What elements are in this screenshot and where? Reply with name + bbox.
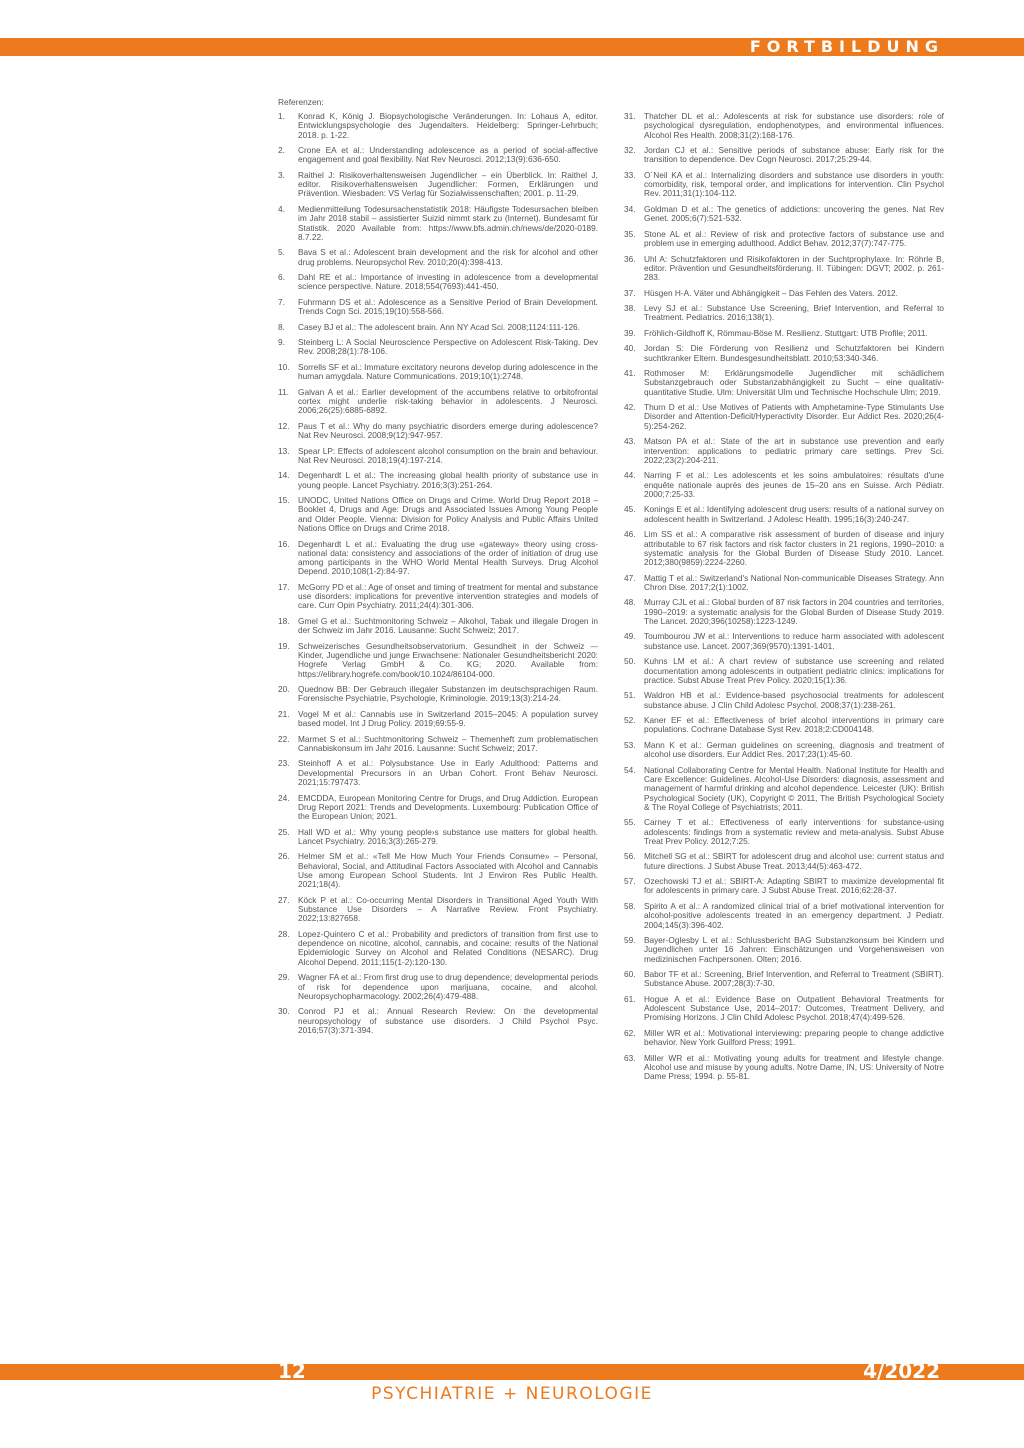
reference-number: 62. xyxy=(624,1027,636,1038)
reference-number: 31. xyxy=(624,111,636,121)
reference-item xyxy=(624,995,944,1023)
reference-text: Lim SS et al.: A comparative risk assessment of burden of disease and injury attributable to 67 risk factors and risk factor clusters in 21 regions, 1990–2010: a systematic analysis for the Global Burden of Disease Study 2010. Lancet. 2012;380(9859):2224-2260. xyxy=(644,529,944,568)
reference-number: 54. xyxy=(624,764,636,775)
reference-number: 33. xyxy=(624,169,636,180)
reference-item xyxy=(278,642,598,679)
reference-text: Thurn D et al.: Use Motives of Patients with Amphetamine-Type Stimulants Use Disorder and Attention-Deficit/Hyperactivity Disorder. Eur Addict Res. 2020;26(4-5):254-262. xyxy=(644,402,944,431)
reference-number: 59. xyxy=(624,935,636,946)
reference-item xyxy=(624,766,944,812)
reference-number: 24. xyxy=(278,792,290,803)
reference-item xyxy=(624,852,944,871)
reference-item xyxy=(278,930,598,967)
reference-text: Schweizerisches Gesundheitsobservatorium. Gesundheit in der Schweiz –- Kinder, Jugendliche und junge Erwachsene: Nationaler Gesundheitsbericht 2020: Hogrefe Verlag GmbH & Co. KG; 2020. Available from: https://elibrary.hogrefe.com/book/10.1024/86104-000. xyxy=(298,640,598,679)
reference-number: 45. xyxy=(624,504,636,515)
reference-item xyxy=(624,574,944,593)
reference-text: Degenhardt L et al.: The increasing global health priority of substance use in young people. Lancet Psychiatry. 2016;3(3):251-264. xyxy=(298,470,598,490)
reference-number: 35. xyxy=(624,228,636,239)
reference-item xyxy=(624,403,944,431)
reference-item xyxy=(278,205,598,242)
reference-item xyxy=(624,146,944,165)
reference-text: Vogel M et al.: Cannabis use in Switzerland 2015–2045: A population survey based model. Int J Drug Policy. 2019;69:55-9. xyxy=(298,708,598,729)
reference-text: Bava S et al.: Adolescent brain development and the risk for alcohol and other drug problems. Neuropsychol Rev. 2010;20(4):398-413. xyxy=(298,247,598,267)
reference-item xyxy=(624,632,944,651)
reference-text: Dahl RE et al.: Importance of investing in adolescence from a developmental science perspective. Nature. 2018;554(7693):441-450. xyxy=(298,272,598,292)
reference-number: 41. xyxy=(624,368,636,379)
journal-title: PSYCHIATRIE + NEUROLOGIE xyxy=(371,1384,653,1404)
reference-text: Casey BJ et al.: The adolescent brain. Ann NY Acad Sci. 2008;1124:111-126. xyxy=(298,321,580,332)
reference-text: Spirito A et al.: A randomized clinical trial of a brief motivational intervention for alcohol-positive adolescents treated in an emergency department. J Pediatr. 2004;145(3):396-402. xyxy=(644,900,944,930)
reference-number: 50. xyxy=(624,656,636,667)
reference-number: 8. xyxy=(278,321,285,332)
reference-number: 23. xyxy=(278,758,290,769)
reference-item xyxy=(624,304,944,323)
reference-text: Mattig T et al.: Switzerland's National Non-communicable Diseases Strategy. Ann Chron Dise. 2017;2(1):1002. xyxy=(644,572,944,592)
reference-number: 53. xyxy=(624,739,636,750)
reference-text: Toumbourou JW et al.: Interventions to reduce harm associated with adolescent substance use. Lancet. 2007;369(9570):1391-1401. xyxy=(644,631,944,651)
reference-number: 28. xyxy=(278,928,290,939)
reference-number: 2. xyxy=(278,145,285,156)
reference-text: Uhl A: Schutzfaktoren und Risikofaktoren in der Suchtprophylaxe. In: Röhrle B, editor. Prävention und Gesundheitsförderung. II. Tübingen: DGVT; 2002. p. 261-283. xyxy=(644,253,944,283)
reference-number: 32. xyxy=(624,145,636,156)
reference-item xyxy=(278,496,598,533)
reference-item xyxy=(278,422,598,441)
reference-number: 58. xyxy=(624,900,636,911)
reference-text: Gmel G et al.: Suchtmonitoring Schweiz – Alkohol, Tabak und illegale Drogen in der Schweiz im Jahr 2016. Lausanne: Sucht Schweiz; 2017. xyxy=(298,615,598,636)
reference-item xyxy=(624,505,944,524)
reference-text: Waldron HB et al.: Evidence-based psychosocial treatments for adolescent substance abuse. J Clin Child Adolesc Psychol. 2008;37(1):238-261. xyxy=(644,690,944,710)
reference-item xyxy=(278,1007,598,1035)
reference-item xyxy=(624,936,944,964)
reference-item xyxy=(624,657,944,685)
reference-text: Paus T et al.: Why do many psychiatric disorders emerge during adolescence? Nat Rev Neurosci. 2008;9(12):947-957. xyxy=(298,420,598,441)
reference-text: Babor TF et al.: Screening, Brief Intervention, and Referral to Treatment (SBIRT). Substance Abuse. 2007;28(3):7-30. xyxy=(644,969,944,989)
reference-item xyxy=(278,540,598,577)
reference-number: 5. xyxy=(278,247,285,258)
reference-item xyxy=(278,388,598,416)
reference-item xyxy=(278,273,598,292)
reference-item xyxy=(278,323,598,332)
reference-number: 37. xyxy=(624,287,636,298)
reference-item xyxy=(624,530,944,567)
references-column-left xyxy=(278,112,598,1041)
reference-item xyxy=(278,248,598,267)
reference-number: 60. xyxy=(624,969,636,980)
reference-text: Konings E et al.: Identifying adolescent drug users: results of a national survey on adolescent health in Switzerland. J Adolesc Health. 1995;16(3):240-247. xyxy=(644,504,944,524)
reference-number: 55. xyxy=(624,817,636,828)
reference-item xyxy=(624,171,944,199)
reference-item xyxy=(624,289,944,298)
reference-item xyxy=(278,685,598,704)
reference-text: Medienmitteilung Todesursachenstatistik 2018: Häufigste Todesursachen bleiben im Jahr 2018 stabil – assistierter Suizid nimmt stark zu (Internet). Bundesamt für Statistik. 2020 Available from: https://www.bfs.admin.ch/news/de/2020-0189. 8.7.22. xyxy=(298,203,598,242)
reference-text: Fuhrmann DS et al.: Adolescence as a Sensitive Period of Brain Development. Trends Cogn Sci. 2015;19(10):558-566. xyxy=(298,296,598,317)
reference-text: Köck P et al.: Co-occurring Mental Disorders in Transitional Aged Youth With Substance Use Disorders – A Narrative Review. Front Psychiatry. 2022;13:827658. xyxy=(298,894,598,924)
reference-item xyxy=(624,741,944,760)
reference-text: Jordan CJ et al.: Sensitive periods of substance abuse: Early risk for the transition to dependence. Dev Cogn Neurosci. 2017;25:29-44. xyxy=(644,145,944,165)
reference-text: UNODC, United Nations Office on Drugs and Crime. World Drug Report 2018 – Booklet 4, Drugs and Age: Drugs and Associated Issues Among Young People and Older People. Vienna: Division for Policy Analysis and Public Affairs United Nations Office on Drugs and Crime 2018. xyxy=(298,495,598,534)
reference-text: Thatcher DL et al.: Adolescents at risk for substance use disorders: role of psychological dysregulation, endophenotypes, and environmental influences. Alcohol Res Health. 2008;31(2):168-176. xyxy=(644,111,944,140)
reference-item xyxy=(278,828,598,847)
reference-text: Mitchell SG et al.: SBIRT for adolescent drug and alcohol use: current status and future directions. J Subst Abuse Treat. 2013;44(5):463-472. xyxy=(644,851,944,871)
reference-text: National Collaborating Centre for Mental Health. National Institute for Health and Care Excellence: Guidelines. Alcohol-Use Disorders: diagnosis, assessment and management of harmful drinking and alcohol dependence. Leicester (UK): British Psychological Society (UK), Copyright © 2011, The British Psychological Society & The Royal College of Psychiatrists; 2011. xyxy=(644,764,944,812)
reference-number: 29. xyxy=(278,972,290,983)
reference-text: Quednow BB: Der Gebrauch illegaler Substanzen im deutschsprachigen Raum. Forensische Psychiatrie, Psychologie, Kriminologie. 2019;13(3):214-24. xyxy=(298,684,598,704)
reference-text: Fröhlich-Gildhoff K, Römmau-Böse M. Resilienz. Stuttgart: UTB Profile; 2011. xyxy=(644,327,928,338)
reference-number: 63. xyxy=(624,1052,636,1063)
reference-number: 9. xyxy=(278,337,285,348)
reference-number: 47. xyxy=(624,572,636,583)
reference-text: Ozechowski TJ et al.: SBIRT-A: Adapting SBIRT to maximize developmental fit for adolescents in primary care. J Subst Abuse Treat. 2016;62:28-37. xyxy=(644,876,944,896)
reference-item xyxy=(278,794,598,822)
reference-item xyxy=(624,691,944,710)
reference-item xyxy=(278,759,598,787)
reference-text: Lopez-Quintero C et al.: Probability and predictors of transition from first use to dependence on nicotine, alcohol, cannabis, and cocaine: results of the National Epidemiologic Survey on Alcohol and Related Conditions (NESARC). Drug Alcohol Depend. 2011;115(1-2):120-130. xyxy=(298,928,598,967)
reference-item xyxy=(624,471,944,499)
reference-text: Steinhoff A et al.: Polysubstance Use in Early Adulthood: Patterns and Developmental Precursors in an Urban Cohort. Front Behav Neurosci. 2021;15:797473. xyxy=(298,758,598,788)
reference-number: 43. xyxy=(624,436,636,447)
reference-text: Conrod PJ et al.: Annual Research Review: On the developmental neuropsychology of substance use disorders. J Child Psychol Psyc. 2016;57(3):371-394. xyxy=(298,1006,598,1035)
reference-text: Helmer SM et al.: «Tell Me How Much Your Friends Consume» – Personal, Behavioral, Social, and Attitudinal Factors Associated with Alcohol and Cannabis Use among European School Students. Int J Environ Res Public Health. 2021;18(4). xyxy=(298,851,598,890)
section-label: FORTBILDUNG xyxy=(749,37,944,56)
reference-text: Carney T et al.: Effectiveness of early interventions for substance-using adolescents: findings from a systematic review and meta-analysis. Subst Abuse Treat Prev Policy. 2012;7:25. xyxy=(644,817,944,846)
reference-number: 38. xyxy=(624,303,636,314)
reference-item xyxy=(278,852,598,889)
reference-number: 42. xyxy=(624,402,636,413)
reference-number: 14. xyxy=(278,470,290,481)
reference-text: Spear LP: Effects of adolescent alcohol consumption on the brain and behaviour. Nat Rev Neurosci. 2018;19(4):197-214. xyxy=(298,445,598,465)
reference-number: 30. xyxy=(278,1006,290,1017)
reference-text: O´Neil KA et al.: Internalizing disorders and substance use disorders in youth: comorbidity, risk, temporal order, and implications for intervention. Clin Psychol Rev. 2011;31(1):104-112. xyxy=(644,169,944,199)
reference-item xyxy=(278,973,598,1001)
reference-text: Hogue A et al.: Evidence Base on Outpatient Behavioral Treatments for Adolescent Substance Use, 2014–2017: Outcomes, Treatment Delivery, and Promising Horizons. J Clin Child Adolesc Psychol. 2018;47(4):499-526. xyxy=(644,993,944,1023)
reference-number: 16. xyxy=(278,538,290,549)
reference-text: Konrad K, König J. Biopsychologische Veränderungen. In: Lohaus A, editor. Entwicklungspsychologie des Jugendalters. Heidelberg: Springer-Lehrbuch; 2018. p. 1-22. xyxy=(298,111,598,140)
reference-number: 25. xyxy=(278,826,290,837)
reference-number: 13. xyxy=(278,445,290,456)
reference-number: 11. xyxy=(278,386,289,397)
reference-text: Wagner FA et al.: From first drug use to drug dependence; developmental periods of risk for dependence upon marijuana, cocaine, and alcohol. Neuropsychopharmacology. 2002;26(4):479-488. xyxy=(298,972,598,1001)
reference-text: McGorry PD et al.: Age of onset and timing of treatment for mental and substance use disorders: implications for preventive intervention strategies and models of care. Curr Opin Psychiatry. 2011;24(4):301-306. xyxy=(298,581,598,611)
reference-item xyxy=(278,710,598,729)
reference-text: Matson PA et al.: State of the art in substance use prevention and early intervention: applications to pediatric primary care settings. Prev Sci. 2022;23(2):204-211. xyxy=(644,436,944,465)
reference-item xyxy=(624,437,944,465)
reference-item xyxy=(624,344,944,363)
references-column-right xyxy=(624,112,944,1088)
reference-text: Kaner EF et al.: Effectiveness of brief alcohol interventions in primary care populations. Cochrane Database Syst Rev. 2018;2:CD004148. xyxy=(644,715,944,735)
reference-item xyxy=(624,598,944,626)
reference-text: Degenhardt L et al.: Evaluating the drug use «gateway» theory using cross-national data: consistency and associations of the order of initiation of drug use among participants in the WHO World Mental Health Surveys. Drug Alcohol Depend. 2010;108(1-2):84-97. xyxy=(298,538,598,577)
reference-text: Sorrells SF et al.: Immature excitatory neurons develop during adolescence in the human amygdala. Nature Communications. 2019;10(1):2748. xyxy=(298,361,598,382)
reference-item xyxy=(624,877,944,896)
reference-number: 1. xyxy=(278,111,285,121)
reference-text: Rothmoser M: Erklärungsmodelle Jugendlicher mit schädlichem Substanzgebrauch oder Substanzabhängigkeit zu Sucht – eine qualitativ-quantitative Studie. Ulm: Universität Ulm und Technische Hochschule Ulm; 2019. xyxy=(644,368,944,397)
reference-number: 3. xyxy=(278,169,285,180)
reference-number: 48. xyxy=(624,597,636,608)
reference-item xyxy=(278,171,598,199)
reference-number: 49. xyxy=(624,631,636,642)
reference-number: 52. xyxy=(624,715,636,726)
reference-item xyxy=(624,1054,944,1082)
reference-number: 56. xyxy=(624,851,636,862)
reference-item xyxy=(624,205,944,224)
reference-text: Raithel J: Risikoverhaltensweisen Jugendlicher – ein Überblick. In: Raithel J, editor. Risikoverhaltensweisen Jugendlicher: Formen, Erklärungen und Prävention. Wiesbaden: VS Verlag für Sozialwissenschaften; 2001. p. 11-29. xyxy=(298,169,598,199)
reference-text: Kuhns LM et al.: A chart review of substance use screening and related documentation among adolescents in outpatient pediatric clinics: implications for practice. Subst Abuse Treat Prev Policy. 2020;15(1):36. xyxy=(644,656,944,685)
reference-text: Hall WD et al.: Why young people›s substance use matters for global health. Lancet Psychiatry. 2016;3(3):265-279. xyxy=(298,826,598,846)
reference-number: 6. xyxy=(278,272,285,283)
reference-item xyxy=(624,1029,944,1048)
references-list-left xyxy=(278,112,598,1035)
reference-text: Hüsgen H-A. Väter und Abhängigkeit – Das Fehlen des Vaters. 2012. xyxy=(644,287,898,298)
reference-item xyxy=(278,338,598,357)
reference-text: Galvan A et al.: Earlier development of the accumbens relative to orbitofrontal cortex might underlie risk-taking behavior in adolescents. J Neurosci. 2006;26(25):6885-6892. xyxy=(298,386,598,416)
reference-item xyxy=(624,329,944,338)
reference-number: 27. xyxy=(278,894,290,905)
reference-number: 26. xyxy=(278,851,290,862)
reference-number: 19. xyxy=(278,640,290,651)
reference-item xyxy=(278,363,598,382)
reference-text: Mann K et al.: German guidelines on screening, diagnosis and treatment of alcohol use disorders. Eur Addict Res. 2017;23(1):45-60. xyxy=(644,739,944,760)
reference-number: 21. xyxy=(278,708,290,719)
references-list-right xyxy=(624,112,944,1082)
reference-item xyxy=(278,447,598,466)
reference-item xyxy=(624,255,944,283)
reference-number: 7. xyxy=(278,296,285,307)
reference-number: 4. xyxy=(278,203,285,214)
reference-text: Steinberg L: A Social Neuroscience Perspective on Adolescent Risk-Taking. Dev Rev. 2008;28(1):78-106. xyxy=(298,337,598,357)
reference-item xyxy=(278,617,598,636)
reference-text: Crone EA et al.: Understanding adolescence as a period of social-affective engagement and goal flexibility. Nat Rev Neurosci. 2012;13(9):636-650. xyxy=(298,145,598,165)
reference-item xyxy=(624,112,944,140)
reference-text: EMCDDA, European Monitoring Centre for Drugs, and Drug Addiction. European Drug Report 2021: Trends and Developments. Luxembourg: Publication Office of the European Union; 2021. xyxy=(298,792,598,822)
reference-text: Marmet S et al.: Suchtmonitoring Schweiz – Themenheft zum problematischen Cannabiskonsum im Jahr 2016. Lausanne: Sucht Schweiz; 2017. xyxy=(298,733,598,753)
reference-number: 40. xyxy=(624,343,636,354)
reference-item xyxy=(278,112,598,140)
reference-item xyxy=(278,471,598,490)
reference-text: Murray CJL et al.: Global burden of 87 risk factors in 204 countries and territories, 1990–2019: a systematic analysis for the Global Burden of Disease Study 2019. The Lancet. 2020;396(10258):1223-1249. xyxy=(644,597,944,626)
reference-number: 34. xyxy=(624,203,636,214)
reference-item xyxy=(624,369,944,397)
reference-number: 39. xyxy=(624,327,636,338)
reference-number: 12. xyxy=(278,420,290,431)
reference-text: Jordan S: Die Förderung von Resilienz und Schutzfaktoren bei Kindern suchtkranker Eltern. Bundesgesundheitsblatt. 2010;53:340-346. xyxy=(644,343,944,363)
reference-item xyxy=(278,896,598,924)
reference-number: 17. xyxy=(278,581,290,592)
reference-item xyxy=(624,818,944,846)
reference-number: 10. xyxy=(278,361,290,372)
reference-item xyxy=(278,583,598,611)
reference-text: Stone AL et al.: Review of risk and protective factors of substance use and problem use in emerging adulthood. Addict Behav. 2012;37(7):747-775. xyxy=(644,228,944,249)
reference-number: 51. xyxy=(624,690,636,701)
reference-number: 61. xyxy=(624,993,636,1004)
reference-item xyxy=(278,146,598,165)
reference-text: Levy SJ et al.: Substance Use Screening, Brief Intervention, and Referral to Treatment. Pediatrics. 2016;138(1). xyxy=(644,303,944,323)
reference-text: Bayer-Oglesby L et al.: Schlussbericht BAG Substanzkonsum bei Kindern und Jugendlichen unter 16 Jahren: Einschätzungen und Vorgehensweisen von medizinischen Fachpersonen. Olten; 2016. xyxy=(644,935,944,964)
reference-item xyxy=(278,735,598,754)
reference-number: 20. xyxy=(278,684,290,695)
page-number: 12 xyxy=(278,1359,306,1383)
reference-text: Narring F et al.: Les adolescents et les soins ambulatoires: résultats d'une enquête nationale auprès des jeunes de 15–20 ans en Suisse. Arch Pédiatr. 2000;7:25-33. xyxy=(644,470,944,499)
reference-number: 22. xyxy=(278,733,290,744)
reference-text: Goldman D et al.: The genetics of addictions: uncovering the genes. Nat Rev Genet. 2005;6(7):521-532. xyxy=(644,203,944,224)
reference-text: Miller WR et al.: Motivational interviewing: preparing people to change addictive behavior. New York Guilford Press; 1991. xyxy=(644,1027,944,1048)
reference-item xyxy=(624,230,944,249)
reference-number: 44. xyxy=(624,470,636,481)
reference-text: Miller WR et al.: Motivating young adults for treatment and lifestyle change. Alcohol use and misuse by young adults. Notre Dame, IN, US: University of Notre Dame Press; 1994. p. 55-81. xyxy=(644,1052,944,1082)
reference-item xyxy=(624,716,944,735)
reference-item xyxy=(624,970,944,989)
reference-item xyxy=(278,298,598,317)
reference-number: 15. xyxy=(278,495,290,506)
references-heading: Referenzen: xyxy=(278,97,324,107)
reference-number: 36. xyxy=(624,253,636,264)
reference-number: 46. xyxy=(624,529,636,540)
reference-number: 57. xyxy=(624,876,636,887)
reference-number: 18. xyxy=(278,615,290,626)
reference-item xyxy=(624,902,944,930)
issue-number: 4/2022 xyxy=(863,1359,940,1383)
